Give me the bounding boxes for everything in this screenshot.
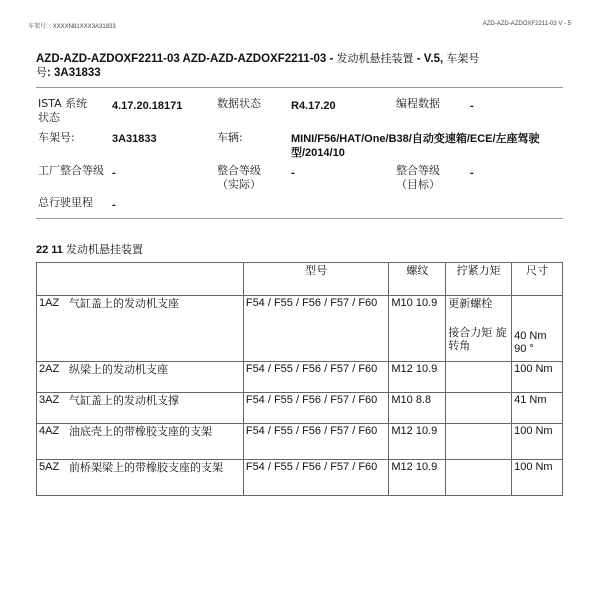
target-level-value: - [470, 167, 474, 179]
chassis-value: 3A31833 [112, 133, 157, 145]
col-header-model: 型号 [243, 263, 389, 296]
section-title [36, 241, 143, 257]
prog-data-label: 编程数据 [396, 97, 440, 110]
table-row: 2AZ 纵梁上的发动机支座 F54 / F55 / F56 / F57 / F60 M12 10.9 100 Nm [37, 362, 563, 393]
actual-level-label: 整合等级（实际） [217, 164, 261, 191]
table-row: 1AZ 气缸盖上的发动机支座 F54 / F55 / F56 / F57 / F60 M10 10.9 更新螺栓 接合力矩 旋转角 40 Nm 90 ° [37, 296, 563, 362]
col-header-size: 尺寸 [512, 263, 563, 296]
divider [36, 218, 563, 219]
page-header [28, 21, 571, 31]
title-codes: AZD-AZD-AZDOXF2211-03 AZD-AZD-AZDOXF2211-03 - [36, 53, 334, 65]
ista-label: ISTA 系统状态 [38, 97, 88, 124]
col-header-torque: 拧紧力矩 [446, 263, 512, 296]
prog-data-value: - [470, 100, 474, 112]
actual-level-value: - [291, 167, 295, 179]
chassis-label: 车架号: [38, 131, 75, 144]
vehicle-label: 车辆: [217, 131, 243, 144]
col-header-thread: 螺纹 [389, 263, 446, 296]
factory-level-label: 工厂整合等级 [38, 164, 104, 177]
data-status-value: R4.17.20 [291, 100, 336, 112]
table-row: 3AZ 气缸盖上的发动机支撑 F54 / F55 / F56 / F57 / F60 M10 8.8 41 Nm [37, 393, 563, 424]
header-chassis: 车架号: : XXXXN81XXX3A31833 [28, 24, 116, 30]
target-level-label: 整合等级（目标） [396, 164, 440, 191]
section-number: 22 11 [36, 244, 63, 256]
data-status-label: 数据状态 [217, 97, 261, 110]
table-header-row [37, 263, 563, 296]
title-name: 发动机悬挂装置 [336, 52, 414, 65]
title-version: - V.5, [416, 53, 444, 65]
vehicle-value: MINI/F56/HAT/One/B38/自动变速箱/ECE/左座驾驶型/2014/10 [291, 133, 540, 159]
title-chassis-value: : 3A31833 [47, 67, 101, 79]
section-name: 发动机悬挂装置 [65, 243, 143, 256]
title-chassis-label: 车架号 [446, 52, 480, 65]
header-doc-id: AZD-AZD-AZDOXF2211-03 V - 5 [482, 21, 571, 27]
parts-table [36, 262, 563, 496]
document-title: AZD-AZD-AZDOXF2211-03 AZD-AZD-AZDOXF2211-03 - 发动机悬挂装置 - V.5, 车架号 号: 3A31833 [36, 52, 480, 79]
factory-level-value: - [112, 167, 116, 179]
table-row: 5AZ 前桥架梁上的带橡胶支座的支架 F54 / F55 / F56 / F57 / F60 M12 10.9 100 Nm [37, 460, 563, 496]
mileage-value: - [112, 199, 116, 211]
mileage-label: 总行驶里程 [38, 196, 93, 209]
ista-value: 4.17.20.18171 [112, 100, 183, 112]
divider [36, 87, 563, 88]
table-row: 4AZ 油底壳上的带橡胶支座的支架 F54 / F55 / F56 / F57 / F60 M12 10.9 100 Nm [37, 424, 563, 460]
col-header [37, 263, 244, 296]
